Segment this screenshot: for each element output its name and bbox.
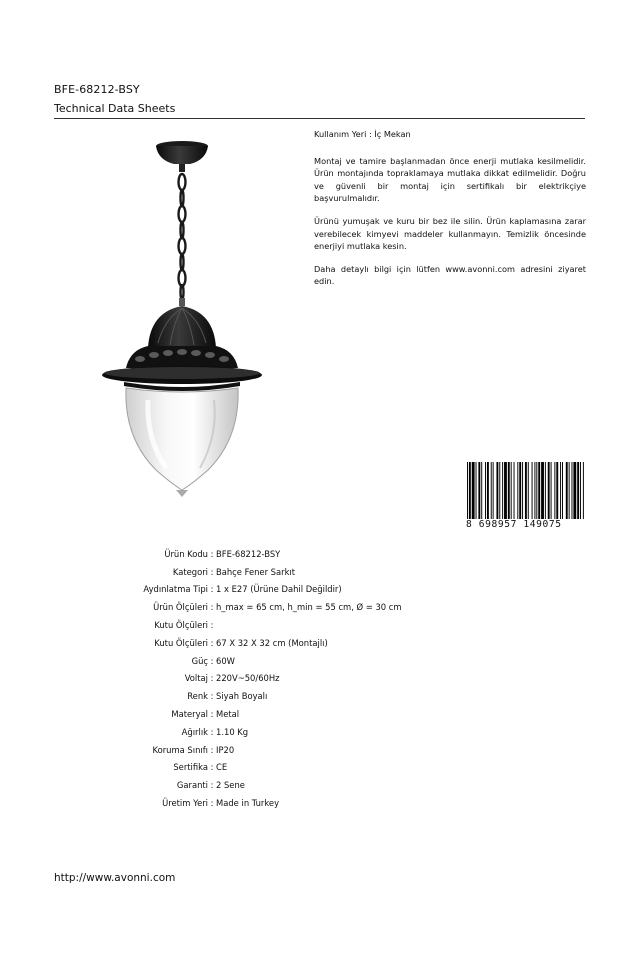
spec-label: Aydınlatma Tipi: [143, 584, 208, 595]
spec-table: [100, 545, 500, 812]
spec-separator: :: [210, 655, 214, 666]
header-divider: [54, 118, 585, 119]
spec-label: Güç: [191, 655, 208, 666]
spec-row: [100, 634, 500, 652]
spec-row: [100, 581, 500, 599]
spec-value: Bahçe Fener Sarkıt: [216, 566, 296, 577]
website-paragraph: Daha detaylı bilgi için lütfen www.avonni.com adresini ziyaret edin.: [314, 263, 586, 287]
safety-paragraph: Montaj ve tamire başlanmadan önce enerji mutlaka kesilmelidir. Ürün montajında topraklamaya mutlaka dikkat edilmelidir. Doğru ve güvenli bir montaj için sertifikalı bir elektrikçiye başvurulmalıdır.: [314, 155, 586, 204]
spec-value: Metal: [216, 709, 240, 720]
spec-value: 67 X 32 X 32 cm (Montajlı): [216, 637, 328, 648]
spec-value: Made in Turkey: [216, 798, 280, 809]
spec-label: Voltaj: [184, 673, 208, 684]
spec-label: Sertifika: [173, 762, 208, 773]
spec-row: [100, 794, 500, 812]
spec-row: [100, 563, 500, 581]
spec-separator: :: [210, 566, 214, 577]
spec-label: Kutu Ölçüleri: [154, 637, 208, 648]
spec-separator: :: [210, 602, 214, 613]
spec-label: Renk: [187, 691, 208, 702]
spec-value: h_max = 65 cm, h_min = 55 cm, Ø = 30 cm: [216, 602, 402, 613]
spec-label: Ürün Ölçüleri: [153, 602, 208, 613]
spec-separator: :: [210, 762, 214, 773]
spec-value: 220V~50/60Hz: [216, 673, 280, 684]
spec-row: [100, 687, 500, 705]
spec-label: Ürün Kodu: [164, 548, 208, 559]
spec-value: 2 Sene: [216, 780, 245, 791]
spec-separator: :: [210, 548, 214, 559]
spec-row: [100, 652, 500, 670]
spec-label: Materyal: [171, 709, 208, 720]
spec-separator: :: [210, 673, 214, 684]
spec-row: [100, 705, 500, 723]
spec-value: 1.10 Kg: [216, 726, 249, 737]
spec-separator: :: [210, 584, 214, 595]
spec-value: 1 x E27 (Ürüne Dahil Değildir): [216, 584, 342, 595]
spec-row: [100, 723, 500, 741]
spec-row: [100, 776, 500, 794]
spec-label: Kategori: [172, 566, 208, 577]
spec-separator: :: [210, 798, 214, 809]
spec-separator: :: [210, 691, 214, 702]
spec-row: [100, 598, 500, 616]
spec-row: [100, 759, 500, 777]
spec-label: Üretim Yeri: [162, 798, 208, 809]
info-block: [314, 128, 586, 298]
barcode-digits: 8 698957 149075: [466, 519, 584, 530]
spec-label: Ağırlık: [181, 726, 208, 737]
document-subtitle: Technical Data Sheets: [54, 102, 176, 115]
footer-website-link[interactable]: http://www.avonni.com: [54, 872, 176, 884]
spec-separator: :: [210, 726, 214, 737]
product-image: [96, 138, 268, 498]
spec-label: Garanti: [176, 780, 208, 791]
product-code-heading: BFE-68212-BSY: [54, 83, 140, 96]
spec-label: Koruma Sınıfı: [152, 744, 208, 755]
spec-value: 60W: [216, 655, 235, 666]
usage-location: Kullanım Yeri : İç Mekan: [314, 129, 411, 139]
spec-row: [100, 670, 500, 688]
spec-value: Siyah Boyalı: [216, 691, 268, 702]
spec-separator: :: [210, 637, 214, 648]
spec-row: [100, 545, 500, 563]
spec-label: Kutu Ölçüleri: [154, 620, 208, 631]
cleaning-paragraph: Ürünü yumuşak ve kuru bir bez ile silin. Ürün kaplamasına zarar verebilecek kimyevi maddeler kullanmayın. Temizlik öncesinde enerjiyi mutlaka kesin.: [314, 215, 586, 252]
spec-separator: :: [210, 709, 214, 720]
spec-value: BFE-68212-BSY: [216, 548, 281, 559]
spec-separator: :: [210, 780, 214, 791]
spec-separator: :: [210, 620, 214, 631]
spec-value: IP20: [216, 744, 235, 755]
spec-separator: :: [210, 744, 214, 755]
spec-value: CE: [216, 762, 228, 773]
spec-row: [100, 616, 500, 634]
spec-row: [100, 741, 500, 759]
